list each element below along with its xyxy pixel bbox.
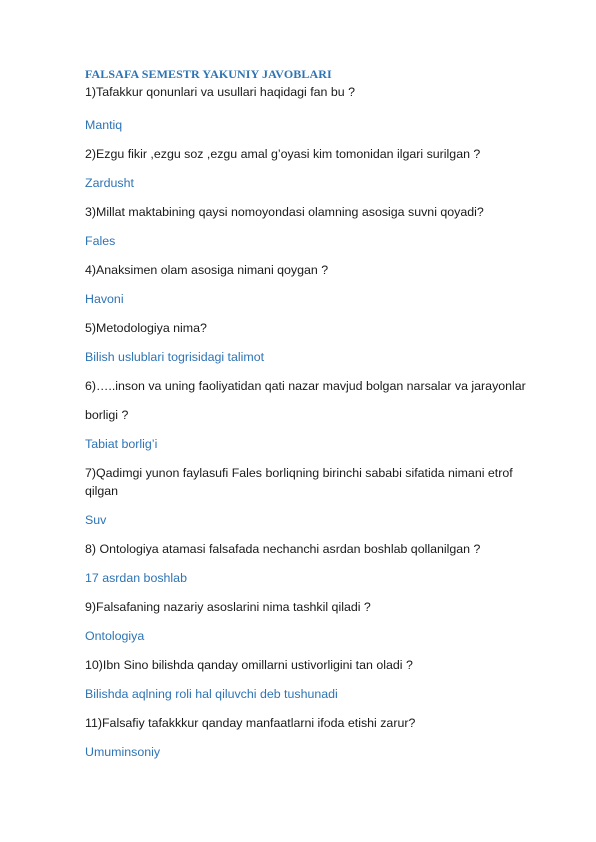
qa-item-9 bbox=[85, 598, 555, 645]
question-2: 2)Ezgu fikir ,ezgu soz ,ezgu amal g’oyasi kim tomonidan ilgari surilgan ? bbox=[85, 147, 481, 161]
qa-item-6 bbox=[85, 377, 555, 453]
answer-11: Umuminsoniy bbox=[85, 745, 161, 759]
answer-3: Fales bbox=[85, 234, 116, 248]
question-1: 1)Tafakkur qonunlari va usullari haqidagi fan bu ? bbox=[85, 85, 356, 99]
document-title: FALSAFA SEMESTR YAKUNIY JAVOBLARI bbox=[85, 67, 332, 81]
qa-item-1 bbox=[85, 83, 555, 134]
answer-8: 17 asrdan boshlab bbox=[85, 571, 187, 585]
qa-item-2 bbox=[85, 145, 555, 192]
question-4: 4)Anaksimen olam asosiga nimani qoygan ? bbox=[85, 263, 329, 277]
question-8: 8) Ontologiya atamasi falsafada nechanchi asrdan boshlab qollanilgan ? bbox=[85, 542, 481, 556]
qa-item-11 bbox=[85, 714, 555, 761]
answer-6: Tabiat borlig’i bbox=[85, 437, 158, 451]
question-11: 11)Falsafiy tafakkkur qanday manfaatlarni ifoda etishi zarur? bbox=[85, 716, 416, 730]
question-6-line-1: 6)…..inson va uning faoliyatidan qati nazar mavjud bolgan narsalar va jarayonlar bbox=[85, 379, 526, 393]
answer-5: Bilish uslublari togrisidagi talimot bbox=[85, 350, 265, 364]
question-5: 5)Metodologiya nima? bbox=[85, 321, 207, 335]
qa-item-8 bbox=[85, 540, 555, 587]
question-7-line-1: 7)Qadimgi yunon faylasufi Fales borliqning birinchi sababi sifatida nimani etrof bbox=[85, 466, 513, 480]
answer-2: Zardusht bbox=[85, 176, 134, 190]
answer-1: Mantiq bbox=[85, 118, 123, 132]
question-3: 3)Millat maktabining qaysi nomoyondasi olamning asosiga suvni qoyadi? bbox=[85, 205, 484, 219]
question-9: 9)Falsafaning nazariy asoslarini nima tashkil qiladi ? bbox=[85, 600, 371, 614]
qa-item-10 bbox=[85, 656, 555, 703]
answer-4: Havoni bbox=[85, 292, 124, 306]
question-6-line-2: borligi ? bbox=[85, 408, 129, 422]
qa-item-4 bbox=[85, 261, 555, 308]
qa-item-5 bbox=[85, 319, 555, 366]
answer-9: Ontologiya bbox=[85, 629, 145, 643]
answer-7: Suv bbox=[85, 513, 107, 527]
question-7-line-2: qilgan bbox=[85, 484, 119, 498]
document-page bbox=[85, 66, 555, 761]
qa-item-7 bbox=[85, 464, 555, 529]
question-10: 10)Ibn Sino bilishda qanday omillarni ustivorligini tan oladi ? bbox=[85, 658, 413, 672]
answer-10: Bilishda aqlning roli hal qiluvchi deb tushunadi bbox=[85, 687, 338, 701]
qa-item-3 bbox=[85, 203, 555, 250]
